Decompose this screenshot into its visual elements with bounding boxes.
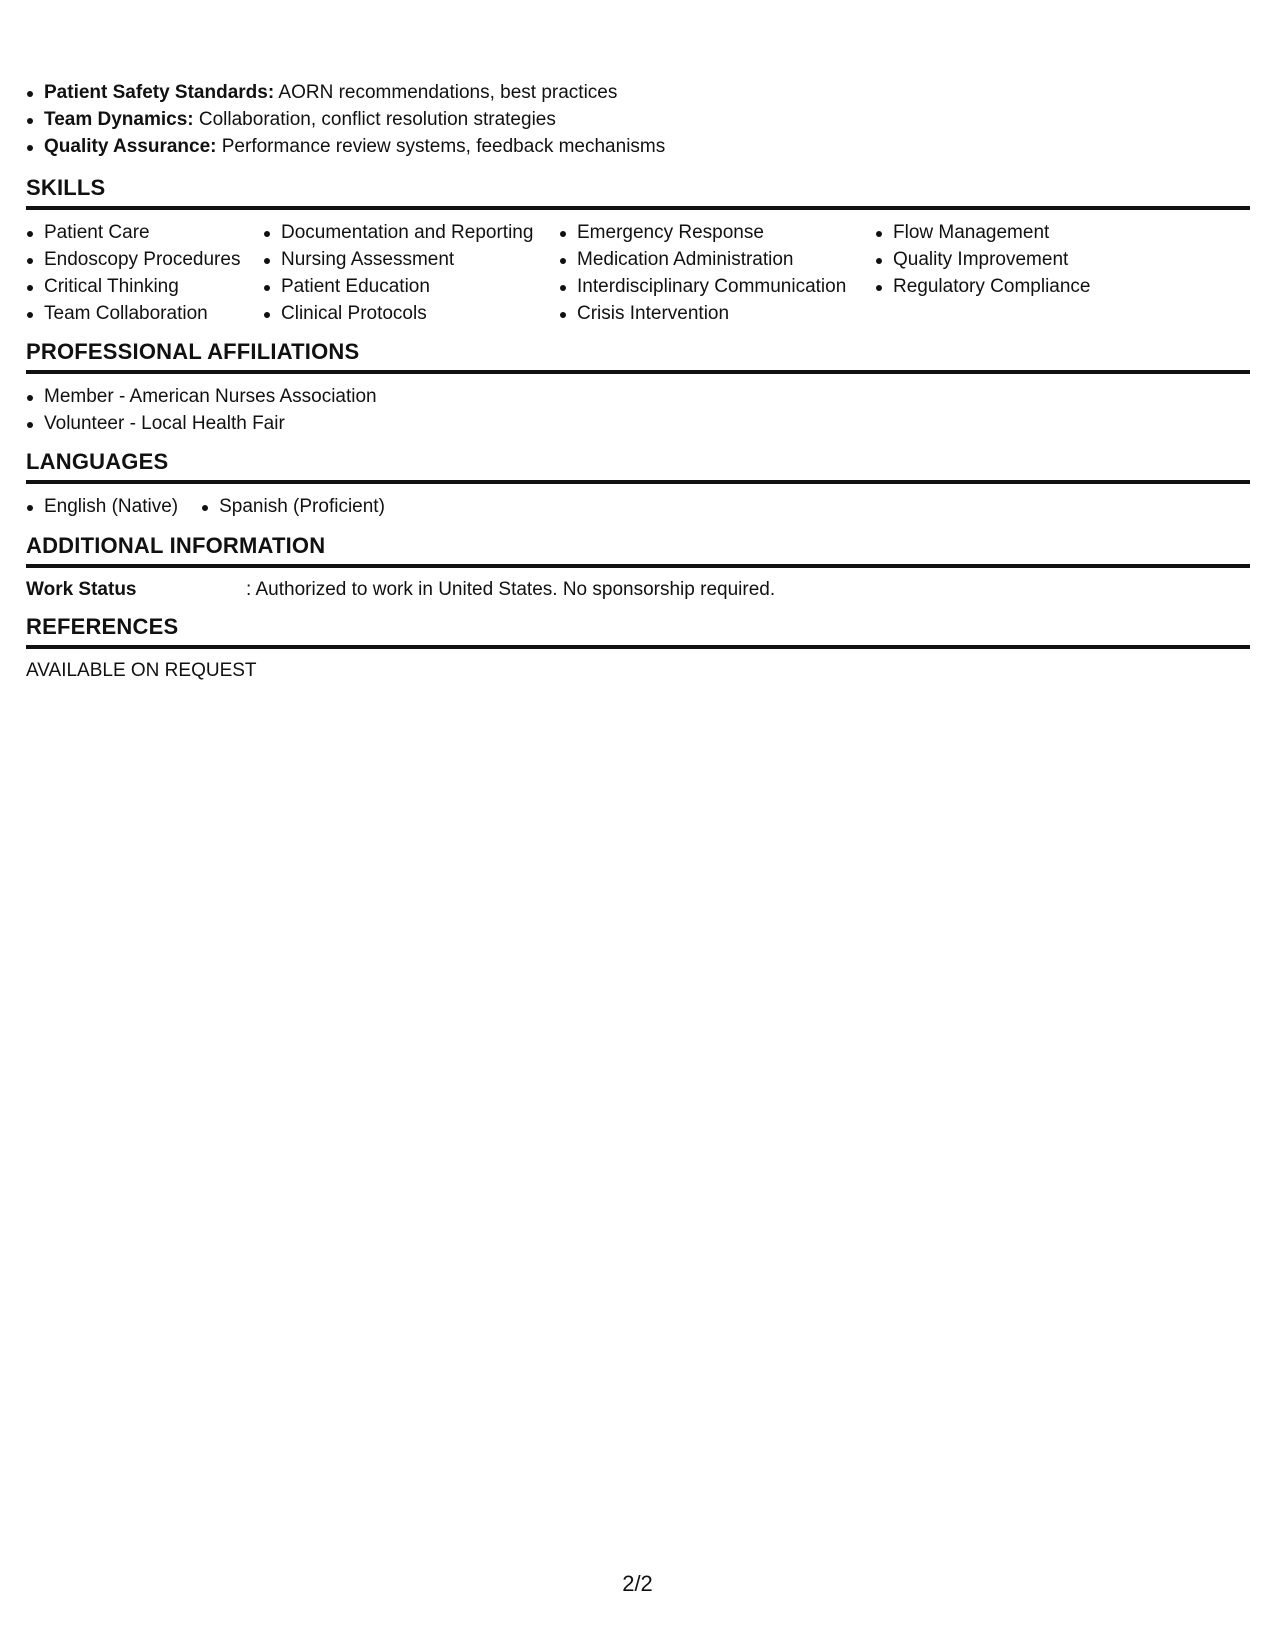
work-status-label: Work Status — [26, 579, 137, 600]
item-label: Patient Safety Standards: — [44, 82, 275, 103]
skill-item: Quality Improvement — [875, 246, 1175, 273]
list-item — [26, 79, 665, 106]
section-title: ADDITIONAL INFORMATION — [26, 533, 1250, 568]
skill-item: Crisis Intervention — [559, 300, 875, 327]
item-label: Quality Assurance: — [44, 136, 217, 157]
section-title: REFERENCES — [26, 614, 1250, 649]
skill-item: Documentation and Reporting — [263, 219, 559, 246]
affiliations-list — [26, 383, 1250, 437]
item-label: Team Dynamics: — [44, 109, 194, 130]
skill-item: Clinical Protocols — [263, 300, 559, 327]
skill-item: Patient Education — [263, 273, 559, 300]
skill-item: Regulatory Compliance — [875, 273, 1175, 300]
affiliation-item: Member - American Nurses Association — [26, 383, 1250, 410]
skill-item: Critical Thinking — [26, 273, 263, 300]
skill-item: Flow Management — [875, 219, 1175, 246]
skill-item: Team Collaboration — [26, 300, 263, 327]
language-item: Spanish (Proficient) — [201, 493, 385, 520]
skills-column — [559, 219, 875, 327]
skill-item: Nursing Assessment — [263, 246, 559, 273]
languages-section — [26, 449, 1250, 520]
work-status-row — [26, 577, 1250, 603]
language-item: English (Native) — [26, 493, 178, 520]
list-item — [26, 133, 665, 160]
affiliations-section — [26, 339, 1250, 437]
item-text: AORN recommendations, best practices — [274, 82, 618, 103]
section-title: SKILLS — [26, 175, 1250, 210]
skills-section — [26, 175, 1250, 327]
item-text: Collaboration, conflict resolution strategies — [193, 109, 556, 130]
item-text: Performance review systems, feedback mechanisms — [216, 136, 666, 157]
affiliation-item: Volunteer - Local Health Fair — [26, 410, 1250, 437]
skill-item: Medication Administration — [559, 246, 875, 273]
page-number: 2/2 — [622, 1571, 653, 1596]
skill-item: Endoscopy Procedures — [26, 246, 263, 273]
skill-item: Emergency Response — [559, 219, 875, 246]
skills-column — [26, 219, 263, 327]
skill-item: Patient Care — [26, 219, 263, 246]
languages-list — [26, 493, 1250, 520]
knowledge-list — [26, 79, 665, 160]
references-text: AVAILABLE ON REQUEST — [26, 660, 257, 681]
skills-column — [263, 219, 559, 327]
list-item — [26, 106, 665, 133]
section-title: PROFESSIONAL AFFILIATIONS — [26, 339, 1250, 374]
skill-item: Interdisciplinary Communication — [559, 273, 875, 300]
skills-grid — [26, 219, 1250, 327]
references-section — [26, 614, 1250, 684]
section-title: LANGUAGES — [26, 449, 1250, 484]
additional-info-section — [26, 533, 1250, 603]
skills-column — [875, 219, 1175, 327]
work-status-value: : Authorized to work in United States. No sponsorship required. — [246, 579, 776, 600]
